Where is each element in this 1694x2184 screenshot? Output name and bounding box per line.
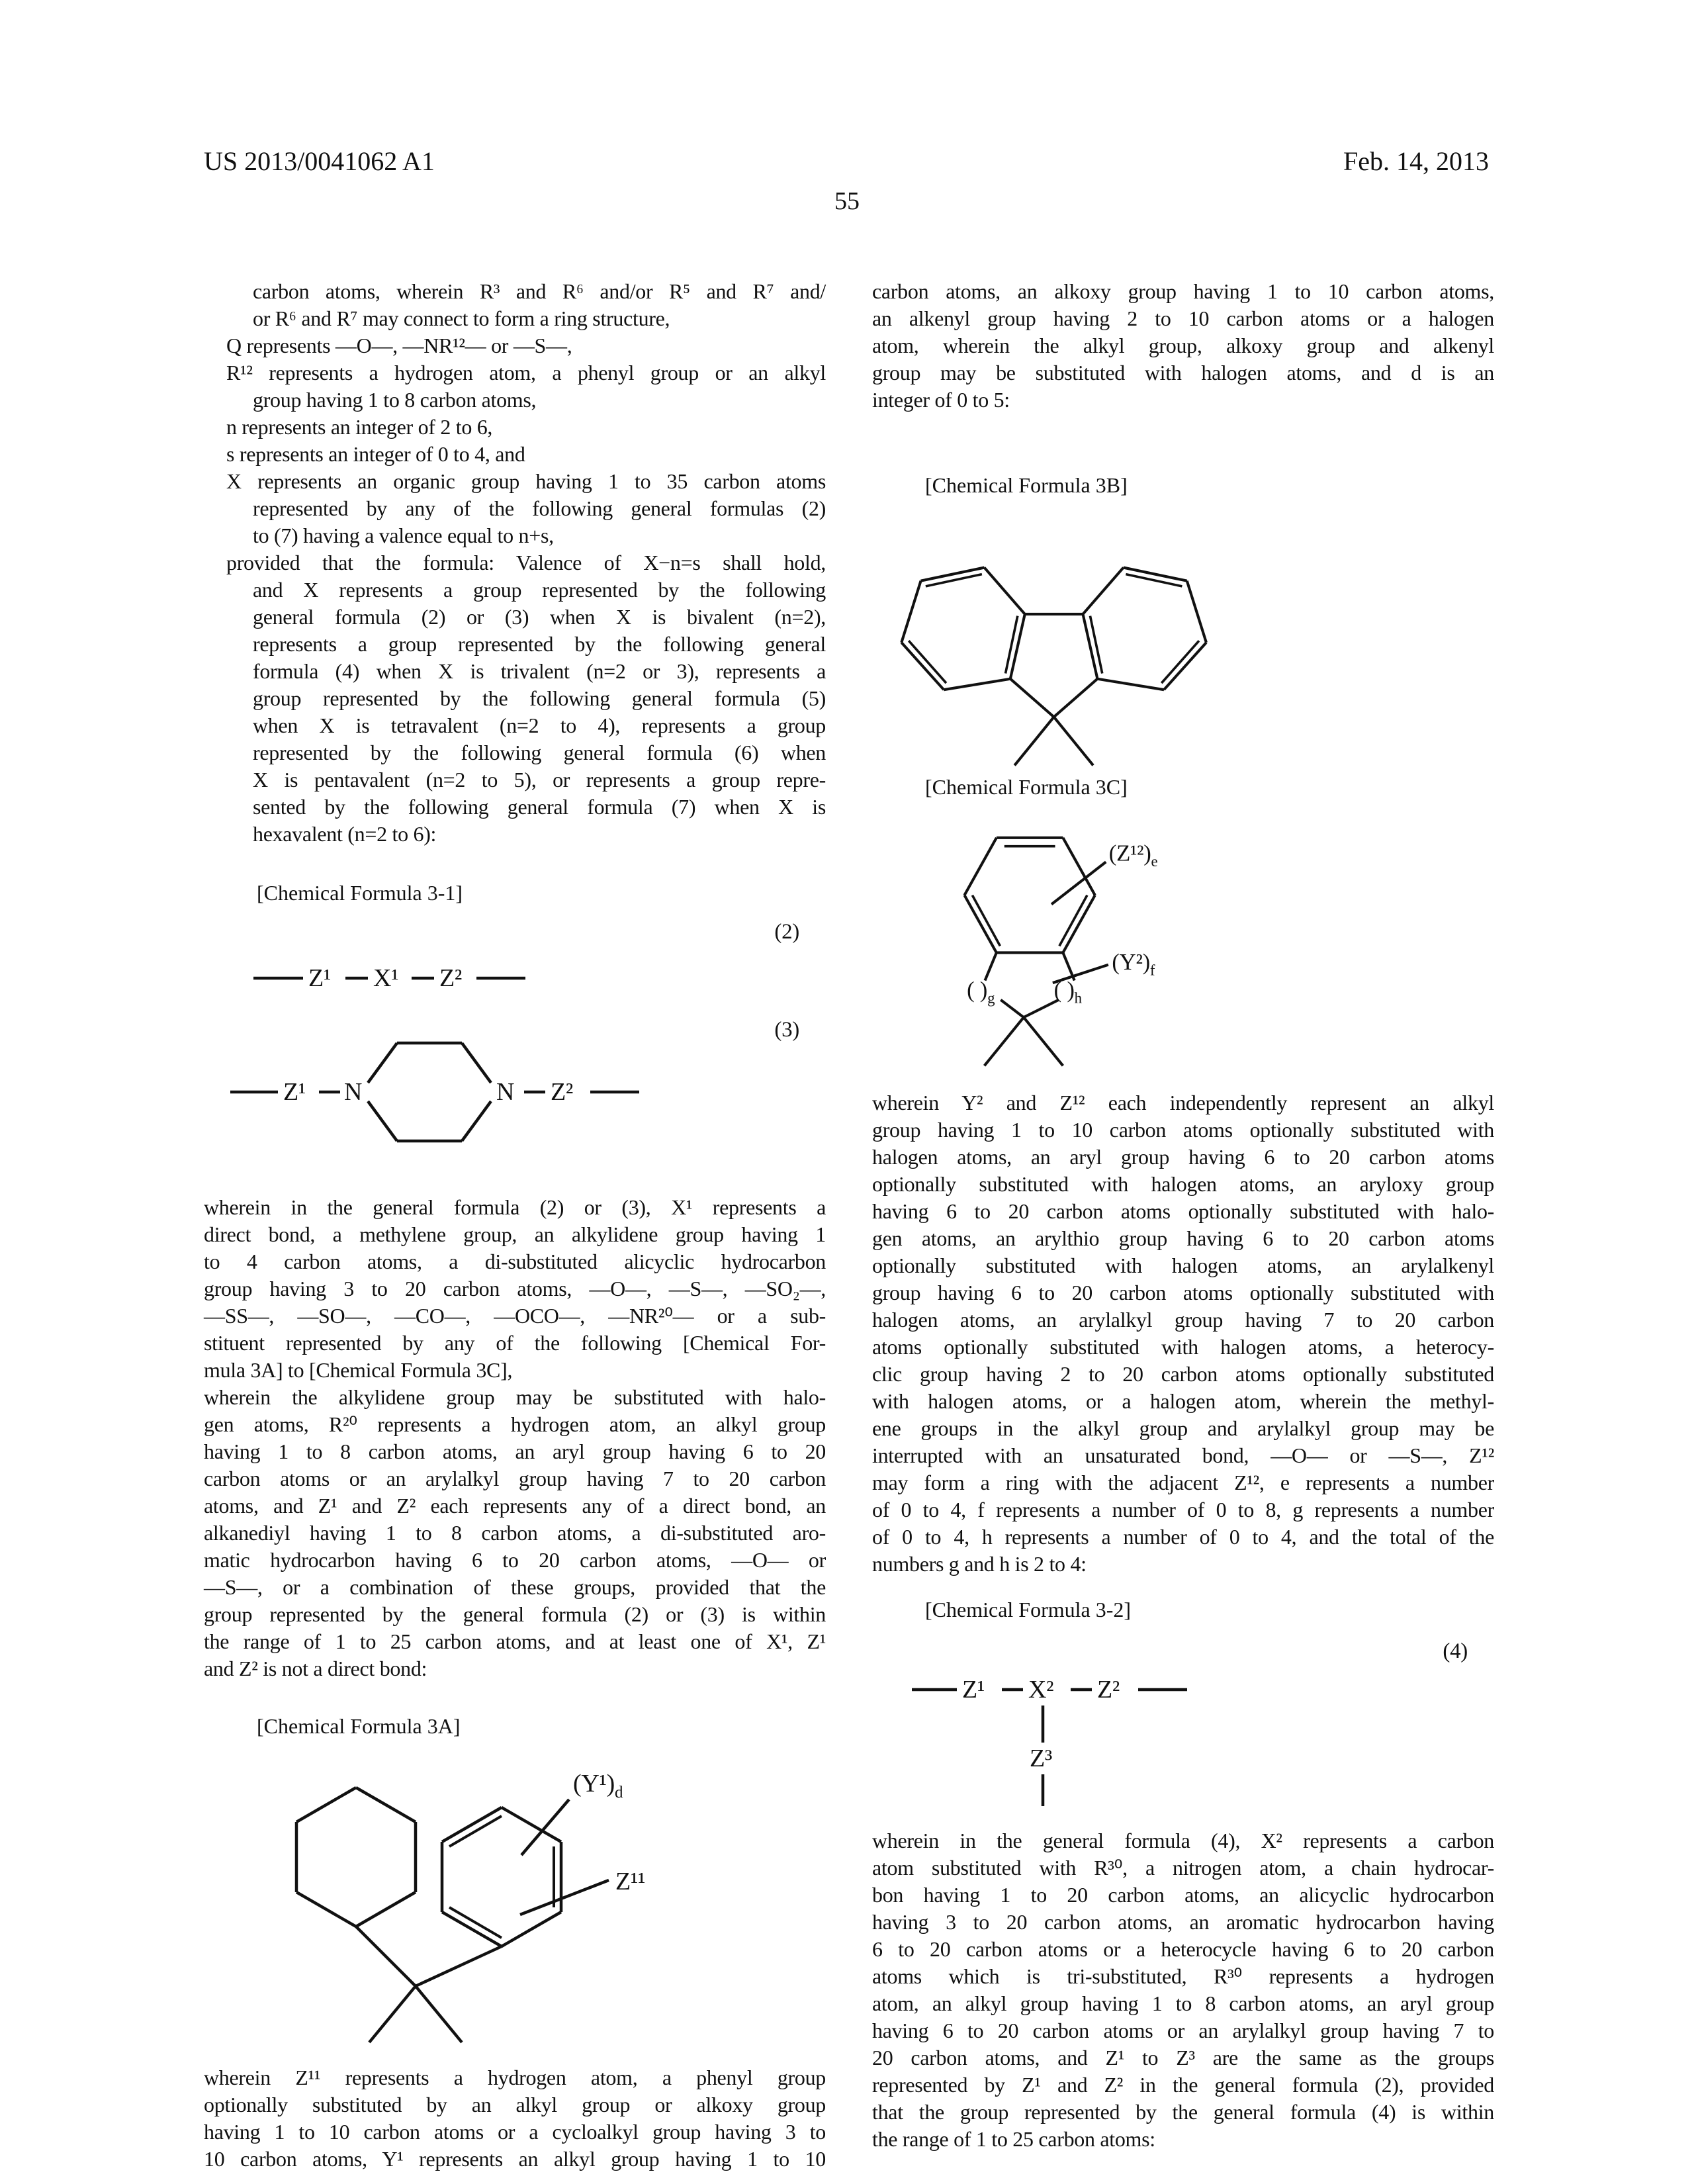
claim-line: provided that the formula: Valence of X−n=s shall hold, bbox=[226, 551, 826, 574]
paragraph-line: stituent represented by any of the following [Chemical For- bbox=[204, 1331, 826, 1355]
patent-number: US 2013/0041062 A1 bbox=[204, 146, 435, 176]
chemical-structure-3a bbox=[204, 1748, 826, 2052]
claim-line: X represents an organic group having 1 to 35 carbon atoms bbox=[226, 469, 826, 493]
chemical-formula-3a-label: [Chemical Formula 3A] bbox=[257, 1714, 461, 1738]
paragraph-line: having 1 to 8 carbon atoms, an aryl group having 6 to 20 bbox=[204, 1439, 826, 1463]
chemical-formula-3-2-label: [Chemical Formula 3-2] bbox=[925, 1598, 1132, 1621]
left-column bbox=[204, 278, 826, 2173]
paragraph-line: atoms which is tri-substituted, R³⁰ represents a hydrogen bbox=[872, 1964, 1494, 1988]
paragraph-line: integer of 0 to 5: bbox=[872, 388, 1010, 412]
paragraph-line: represented by Z¹ and Z² in the general formula (2), provided bbox=[872, 2073, 1494, 2097]
paragraph-line: atom, wherein the alkyl group, alkoxy group and alkenyl bbox=[872, 334, 1494, 357]
claim-line: represents a group represented by the following general bbox=[253, 632, 826, 656]
claim-line: group having 1 to 8 carbon atoms, bbox=[253, 388, 537, 412]
paragraph-line: halogen atoms, an arylalkyl group having 7 to 20 carbon bbox=[872, 1308, 1494, 1332]
claim-line: represented by any of the following general formulas (2) bbox=[253, 496, 826, 520]
claim-line: carbon atoms, wherein R³ and R⁶ and/or R⁵ and R⁷ and/ bbox=[253, 279, 826, 303]
paragraph-line: direct bond, a methylene group, an alkylidene group having 1 bbox=[204, 1222, 826, 1246]
claim-line: sented by the following general formula (7) when X is bbox=[253, 795, 826, 819]
paragraph-z11-definition bbox=[204, 2064, 826, 2173]
claim-line: X is pentavalent (n=2 to 5), or represents a group repre- bbox=[253, 768, 826, 792]
claim-line: hexavalent (n=2 to 6): bbox=[253, 822, 437, 846]
paragraph-line: wherein Y² and Z¹² each independently represent an alkyl bbox=[872, 1091, 1494, 1115]
paragraph-line: clic group having 2 to 20 carbon atoms optionally substituted bbox=[872, 1362, 1494, 1386]
paragraph-line: with halogen atoms, or a halogen atom, wherein the methyl- bbox=[872, 1389, 1494, 1413]
benzene-ring-lines bbox=[964, 838, 1094, 953]
paragraph-line: wherein in the general formula (2) or (3), X¹ represents a bbox=[204, 1195, 826, 1219]
paragraph-line: atoms optionally substituted with halogen atoms, a heterocy- bbox=[872, 1335, 1494, 1359]
paragraph-line: having 6 to 20 carbon atoms or an arylalkyl group having 7 to bbox=[872, 2019, 1494, 2042]
substituent-label-y2f: $(Y^2)_f$ bbox=[1112, 949, 1155, 979]
paragraph-line: having 3 to 20 carbon atoms, an aromatic hydrocarbon having bbox=[872, 1910, 1494, 1934]
paragraph-line: matic hydrocarbon having 6 to 20 carbon atoms, —O— or bbox=[204, 1548, 826, 1572]
claim-line: R¹² represents a hydrogen atom, a phenyl group or an alkyl bbox=[226, 361, 826, 385]
claim-line: or R⁶ and R⁷ may connect to form a ring structure, bbox=[253, 306, 670, 330]
paragraph-line: atoms, and Z¹ and Z² each represents any of a direct bond, an bbox=[204, 1494, 826, 1518]
paragraph-line: having 1 to 10 carbon atoms or a cycloalkyl group having 3 to bbox=[204, 2120, 826, 2144]
methyl-bond-lines bbox=[1014, 717, 1093, 765]
paragraph-line: the range of 1 to 25 carbon atoms, and at least one of X¹, Z¹ bbox=[204, 1629, 826, 1653]
paragraph-line: 6 to 20 carbon atoms or a heterocycle having 6 to 20 carbon bbox=[872, 1937, 1494, 1961]
paragraph-line: halogen atoms, an aryl group having 6 to 20 carbon atoms bbox=[872, 1145, 1494, 1169]
paragraph-line: having 6 to 20 carbon atoms optionally substituted with halo- bbox=[872, 1199, 1494, 1223]
chemical-structure-3-1 bbox=[204, 912, 826, 1177]
paragraph-line: —S—, or a combination of these groups, provided that the bbox=[204, 1575, 826, 1599]
paragraph-line: ene groups in the alkyl group and arylalkyl group may be bbox=[872, 1416, 1494, 1440]
paragraph-line: mula 3A] to [Chemical Formula 3C], bbox=[204, 1358, 513, 1382]
claim-line: group represented by the following general formula (5) bbox=[253, 686, 826, 710]
paragraph-line: 20 carbon atoms, and Z¹ to Z³ are the same as the groups bbox=[872, 2046, 1494, 2070]
page-number: 55 bbox=[834, 187, 860, 215]
substituent-label-y1d: $(Y^1)_d$ bbox=[573, 1770, 623, 1801]
publication-date: Feb. 14, 2013 bbox=[1343, 146, 1489, 176]
ring-size-label-g: ( )$_g$ bbox=[967, 977, 995, 1007]
chemical-structure-3c bbox=[872, 809, 1441, 1075]
claim-line: to (7) having a valence equal to n+s, bbox=[253, 523, 554, 547]
substituent-label-z12e: $(Z^{12})_e$ bbox=[1108, 840, 1158, 870]
claim-line: general formula (2) or (3) when X is bivalent (n=2), bbox=[253, 605, 826, 629]
paragraph-line: of 0 to 4, h represents a number of 0 to 4, and the total of the bbox=[872, 1525, 1494, 1549]
paragraph-line: to 4 carbon atoms, a di-substituted alicyclic hydrocarbon bbox=[204, 1250, 826, 1273]
paragraph-line: group having 1 to 10 carbon atoms optionally substituted with bbox=[872, 1118, 1494, 1142]
paragraph-line: atom, an alkyl group having 1 to 8 carbon atoms, an aryl group bbox=[872, 1991, 1494, 2015]
chemical-formula-3-1-label: [Chemical Formula 3-1] bbox=[257, 881, 463, 905]
paragraph-line: group represented by the general formula (2) or (3) is within bbox=[204, 1602, 826, 1626]
fluorene-ring-lines bbox=[901, 568, 1206, 717]
paragraph-line: group may be substituted with halogen atoms, and d is an bbox=[872, 361, 1494, 385]
paragraph-line: wherein Z¹¹ represents a hydrogen atom, a phenyl group bbox=[204, 2066, 826, 2089]
paragraph-line: interrupted with an unsaturated bond, —O— or —S—, Z¹² bbox=[872, 1443, 1494, 1467]
paragraph-line: numbers g and h is 2 to 4: bbox=[872, 1552, 1087, 1576]
atom-label-z2: Z² bbox=[551, 1078, 574, 1106]
claim-line: s represents an integer of 0 to 4, and bbox=[226, 442, 525, 466]
claim-line: formula (4) when X is trivalent (n=2 or 3), represents a bbox=[253, 659, 826, 683]
paragraph-y2-z12-definition bbox=[872, 1089, 1494, 1578]
formula-2-number: (2) bbox=[774, 920, 799, 944]
chemical-structure-3-2 bbox=[872, 1630, 1494, 1815]
paragraph-line: may form a ring with the adjacent Z¹², e represents a number bbox=[872, 1471, 1494, 1494]
atom-label-z2: Z² bbox=[439, 964, 463, 992]
right-column bbox=[872, 278, 1494, 2153]
cyclohexane-ring-lines bbox=[296, 1788, 416, 1927]
paragraph-line: an alkenyl group having 2 to 10 carbon atoms or a halogen bbox=[872, 306, 1494, 330]
paragraph-line: 10 carbon atoms, Y¹ represents an alkyl group having 1 to 10 bbox=[204, 2147, 826, 2171]
paragraph-line: of 0 to 4, f represents a number of 0 to 8, g represents a number bbox=[872, 1498, 1494, 1522]
chemical-structure-3b bbox=[872, 508, 1441, 768]
formula-4-number: (4) bbox=[1443, 1639, 1468, 1663]
paragraph-line: optionally substituted with halogen atoms, an arylalkenyl bbox=[872, 1253, 1494, 1277]
paragraph-line: bon having 1 to 20 carbon atoms, an alicyclic hydrocarbon bbox=[872, 1883, 1494, 1907]
atom-label-n-right: N bbox=[496, 1078, 515, 1106]
paragraph-line: wherein in the general formula (4), X² represents a carbon bbox=[872, 1829, 1494, 1852]
paragraph-line: carbon atoms or an arylalkyl group having 7 to 20 carbon bbox=[204, 1467, 826, 1490]
paragraph-line: that the group represented by the general formula (4) is within bbox=[872, 2100, 1494, 2124]
atom-label-x2: X² bbox=[1028, 1676, 1054, 1704]
claim-block bbox=[204, 278, 826, 848]
substituent-label-z11: Z¹¹ bbox=[615, 1868, 646, 1895]
paragraph-x2-definition bbox=[872, 1827, 1494, 2153]
formula-3-number: (3) bbox=[774, 1018, 799, 1042]
claim-line: represented by the following general formula (6) when bbox=[253, 741, 826, 764]
claim-line: n represents an integer of 2 to 6, bbox=[226, 415, 493, 439]
paragraph-line: optionally substituted with halogen atoms, an aryloxy group bbox=[872, 1172, 1494, 1196]
atom-label-z1: Z¹ bbox=[283, 1078, 306, 1106]
chemical-formula-3b-label: [Chemical Formula 3B] bbox=[925, 473, 1128, 497]
paragraph-line: alkanediyl having 1 to 8 carbon atoms, a di-substituted aro- bbox=[204, 1521, 826, 1545]
atom-label-z3: Z³ bbox=[1030, 1745, 1053, 1772]
ring-size-label-h: ( )$_h$ bbox=[1053, 977, 1082, 1007]
paragraph-line: group having 6 to 20 carbon atoms optionally substituted with bbox=[872, 1281, 1494, 1304]
bond-lines bbox=[356, 1799, 609, 2042]
atom-label-z2: Z² bbox=[1097, 1676, 1120, 1704]
atom-label-z1: Z¹ bbox=[962, 1676, 985, 1704]
claim-line: Q represents —O—, —NR¹²— or —S—, bbox=[226, 334, 572, 357]
paragraph-d-definition bbox=[872, 278, 1494, 414]
five-ring-bond-lines bbox=[985, 862, 1108, 1066]
paragraph-line: —SS—, —SO—, —CO—, —OCO—, —NR²⁰— or a sub- bbox=[204, 1304, 826, 1328]
paragraph-general-formula-2-3 bbox=[204, 1194, 826, 1682]
paragraph-line: carbon atoms, an alkoxy group having 1 to 10 carbon atoms, bbox=[872, 279, 1494, 303]
paragraph-line: optionally substituted by an alkyl group or alkoxy group bbox=[204, 2093, 826, 2116]
paragraph-line: gen atoms, R²⁰ represents a hydrogen atom, an alkyl group bbox=[204, 1412, 826, 1436]
atom-label-n-left: N bbox=[344, 1078, 363, 1106]
paragraph-line: and Z² is not a direct bond: bbox=[204, 1657, 427, 1680]
paragraph-line: wherein the alkylidene group may be substituted with halo- bbox=[204, 1385, 826, 1409]
paragraph-line: the range of 1 to 25 carbon atoms: bbox=[872, 2127, 1155, 2151]
atom-label-z1: Z¹ bbox=[308, 964, 332, 992]
claim-line: and X represents a group represented by the following bbox=[253, 578, 826, 602]
chemical-formula-3c-label: [Chemical Formula 3C] bbox=[925, 775, 1128, 799]
atom-label-x1: X¹ bbox=[373, 964, 399, 992]
claim-line: when X is tetravalent (n=2 to 4), represents a group bbox=[253, 713, 826, 737]
paragraph-line: gen atoms, an arylthio group having 6 to 20 carbon atoms bbox=[872, 1226, 1494, 1250]
paragraph-line: atom substituted with R³⁰, a nitrogen atom, a chain hydrocar- bbox=[872, 1856, 1494, 1880]
paragraph-line: group having 3 to 20 carbon atoms, —O—, —S—, —SO₂—, bbox=[204, 1277, 826, 1300]
